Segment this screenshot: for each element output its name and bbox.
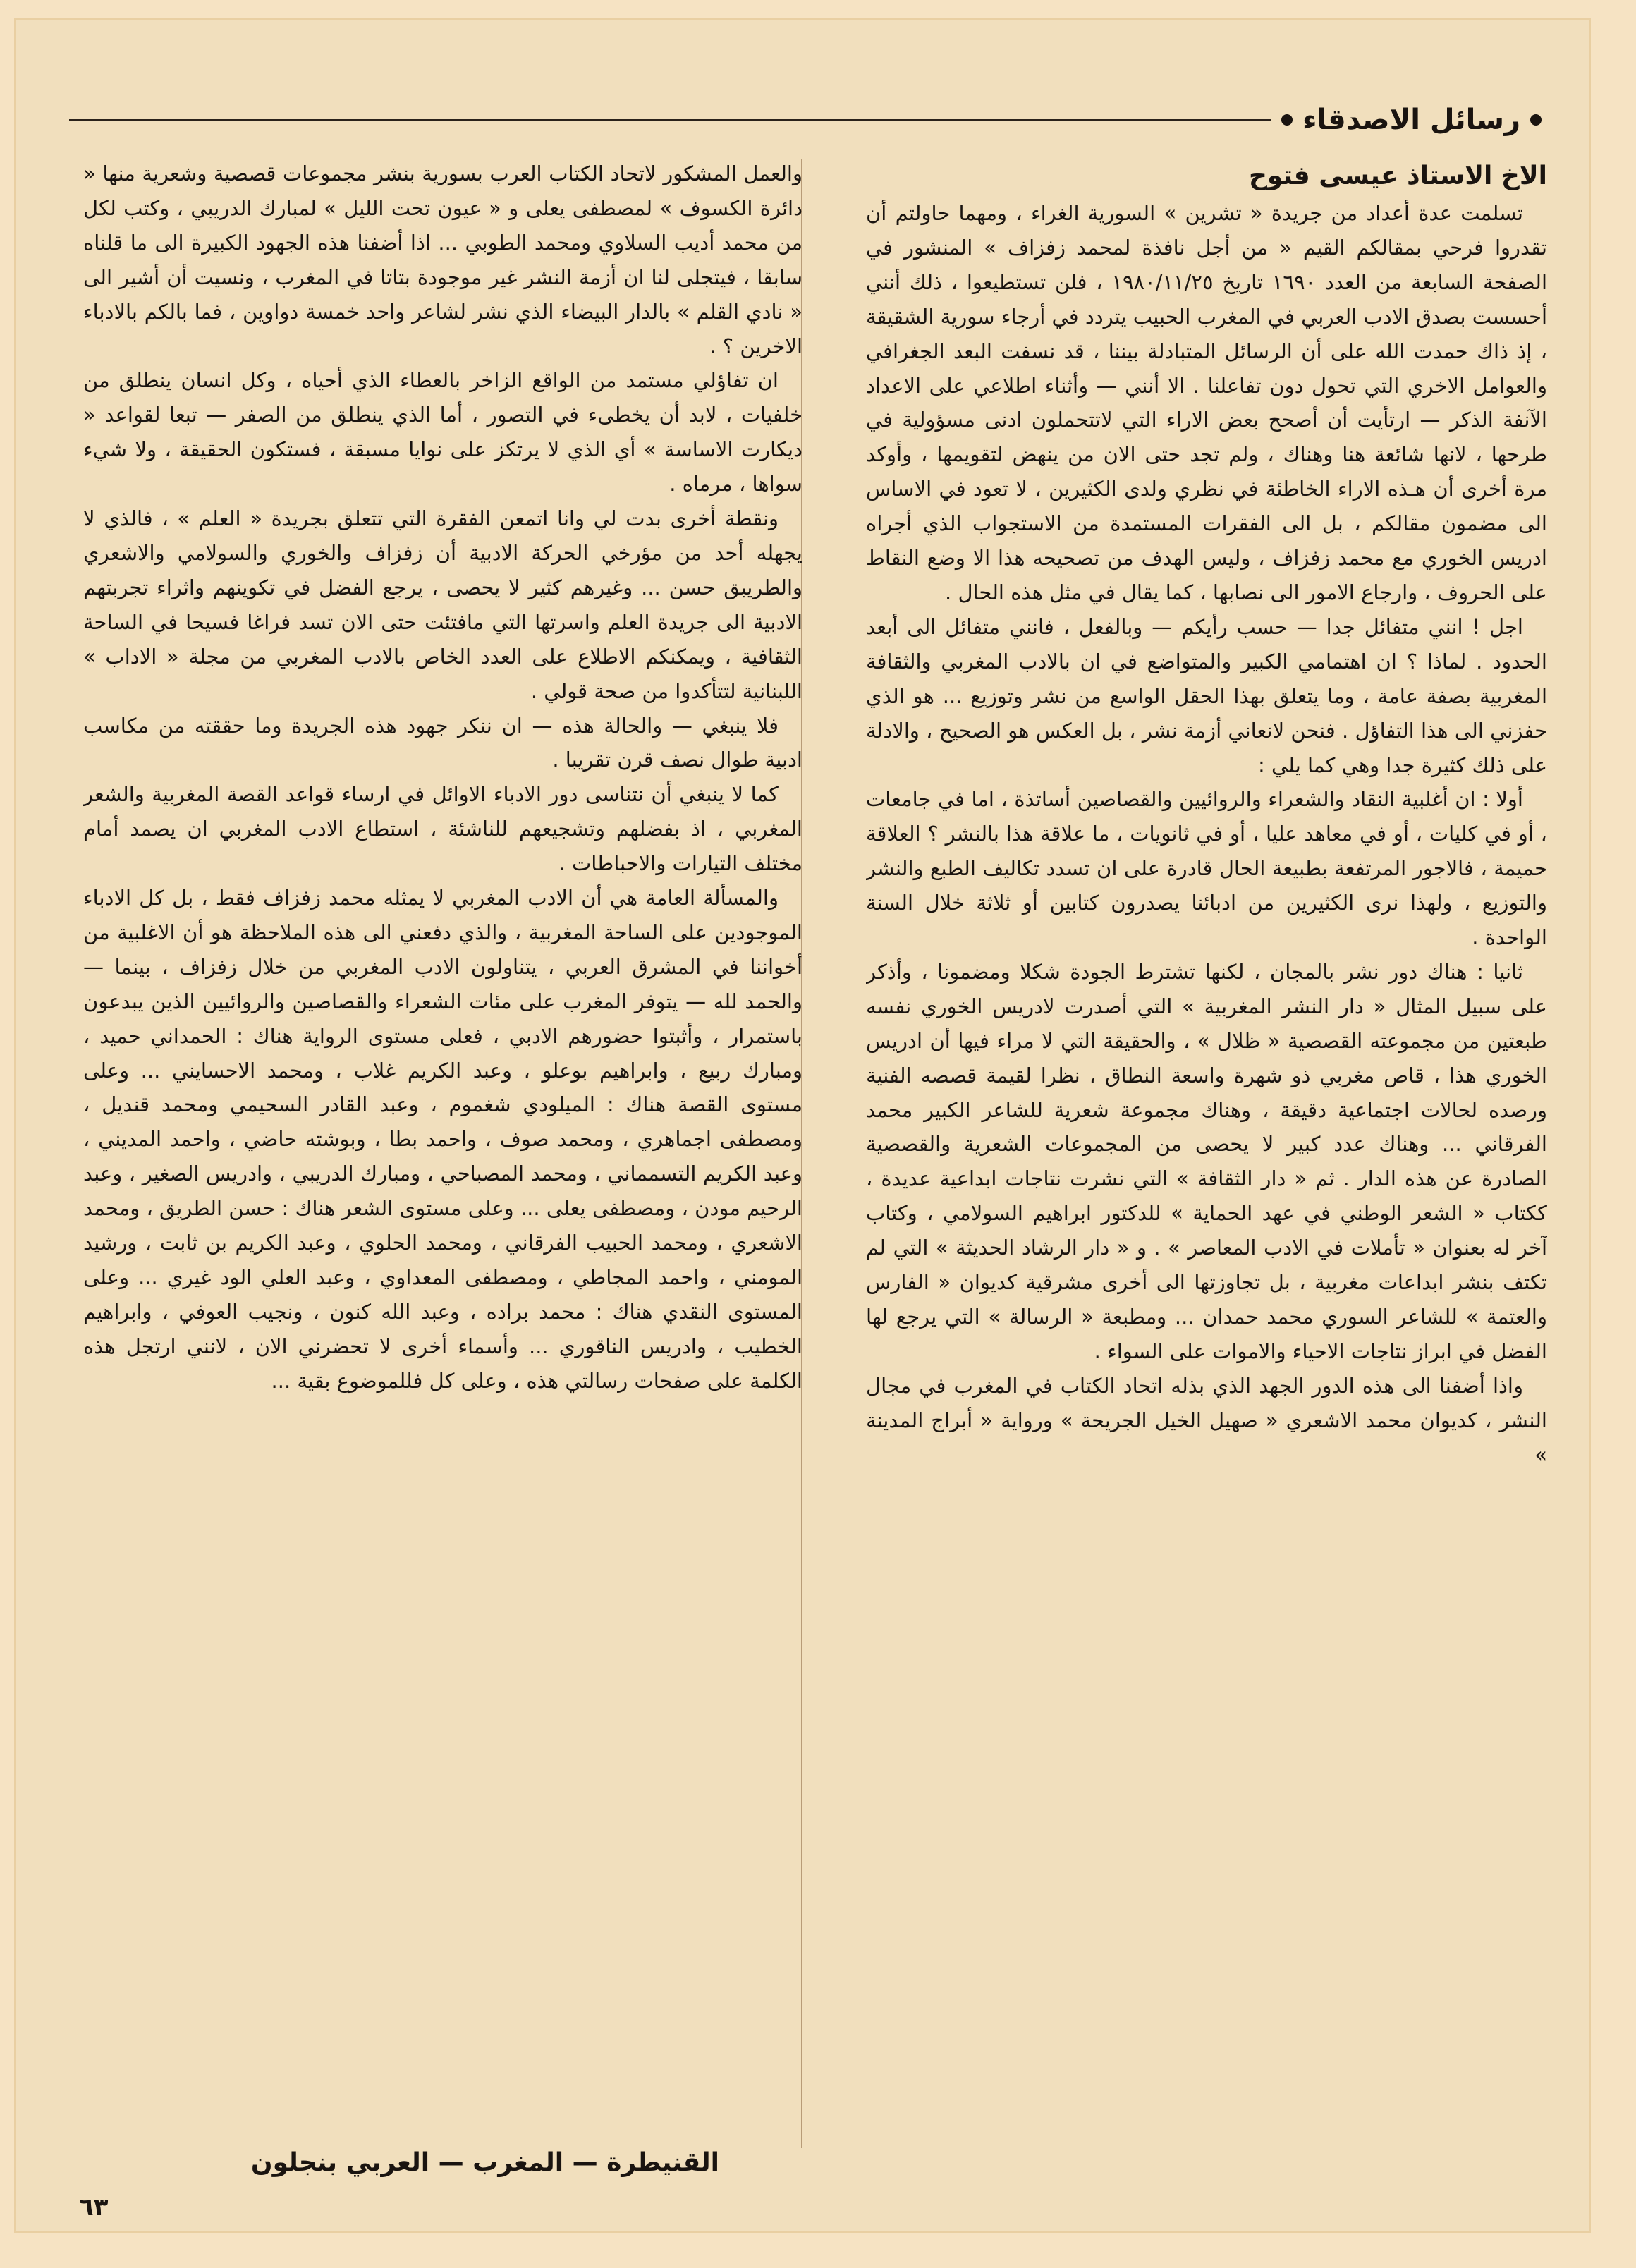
article-title: الاخ الاستاذ عيسى فتوح (1248, 161, 1547, 190)
magazine-page (14, 18, 1591, 2233)
paragraph: ونقطة أخرى بدت لي وانا اتمعن الفقرة التي تتعلق بجريدة « العلم » ، فالذي لا يجهله أحد من مؤرخي الحركة الادبية أن زفزاف والخوري والسولامي والاشعري والطريبق حسن ... وغيرهم كثير لا يحصى ، يرجع الفضل في تكوينهم واثراء تجربتهم الادبية الى جريدة العلم واسرتها التي مافتئت حتى الان تسد فراغا فسيحا في الساحة الثقافية ، ويمكنكم الاطلاع على العدد الخاص بالادب المغربي من مجلة « الاداب » اللبنانية لتتأكدوا من صحة قولي . (83, 506, 802, 703)
paragraph: والعمل المشكور لاتحاد الكتاب العرب بسورية بنشر مجموعات قصصية وشعرية منها « دائرة الكسوف » لمصطفى يعلى و « عيون تحت الليل » لمبارك الدريبي ، وكتب لكل من محمد أديب السلاوي ومحمد الطوبي ... اذا أضفنا هذه الجهود الكبيرة الى ما قلناه سابقا ، فيتجلى لنا ان أزمة النشر غير موجودة بتاتا في المغرب ، ونسيت أن أشير الى « نادي القلم » بالدار البيضاء الذي نشر لشاعر واحد خمسة دواوين ، فما بالكم بالادباء الاخرين ؟ . (83, 161, 802, 358)
paragraph: أولا : ان أغلبية النقاد والشعراء والروائيين والقصاصين أساتذة ، اما في جامعات ، أو في كليات ، أو في معاهد عليا ، أو في ثانويات ، ما علاقة هذا بالنشر ؟ العلاقة حميمة ، فالاجور المرتفعة بطبيعة الحال قادرة على ان تسدد تكاليف الطبع والنشر والتوزيع ، ولهذا نرى الكثيرين من ادبائنا يصدرون كتابين أو ثلاثة خلال السنة الواحدة . (866, 787, 1547, 950)
right-column (866, 157, 1547, 2162)
paragraph: والمسألة العامة هي أن الادب المغربي لا يمثله محمد زفزاف فقط ، بل كل الادباء الموجودين على الساحة المغربية ، والذي دفعني الى هذه الملاحظة هو أن الاغلبية من أخواننا في المشرق العربي ، يتناولون الادب المغربي من خلال زفزاف ، بينما — والحمد لله — يتوفر المغرب على مئات الشعراء والقصاصين والروائيين الذين يبدعون باستمرار ، وأثبتوا حضورهم الادبي ، فعلى مستوى الرواية هناك : الحمداني حميد ، ومبارك ربيع ، وابراهيم بوعلو ، وعبد الكريم غلاب ، ومحمد الاحسايني ... وعلى مستوى القصة هناك : الميلودي شغموم ، وعبد القادر السحيمي ومحمد قنديل ، ومصطفى اجماهري ، ومحمد صوف ، واحمد بطا ، وبوشته حاضي ، واحمد المديني ، وعبد الكريم التسمماني ، ومحمد المصباحي ، ومبارك الدريبي ، وادريس الصغير ، وعبد الرحيم مودن ، ومصطفى يعلى ... وعلى مستوى الشعر هناك : حسن الطريق ، ومحمد الاشعري ، ومحمد الحبيب الفرقاني ، ومحمد الحلوي ، وعبد الكريم بن ثابت ، ورشيد المومني ، واحمد المجاطي ، ومصطفى المعداوي ، وعبد العلي الود غيري ... وعلى المستوى النقدي هناك : محمد براده ، وعبد الله كنون ، ونجيب العوفي ، وابراهيم الخطيب ، وادريس الناقوري ... وأسماء أخرى لا تحضرني الان ، لانني ارتجل هذه الكلمة على صفحات رسالتي هذه ، وعلى كل فللموضوع بقية ... (83, 886, 802, 1393)
paragraph: اجل ! انني متفائل جدا — حسب رأيكم — وبالفعل ، فانني متفائل الى أبعد الحدود . لماذا ؟ ان اهتمامي الكبير والمتواضع في ان بالادب المغربي والثقافة المغربية بصفة عامة ، وما يتعلق بهذا الحقل الواسع من نشر وتوزيع ... هو الذي حفزني الى هذا التفاؤل . فنحن لانعاني أزمة نشر ، بل العكس هو الصحيح ، والادلة على ذلك كثيرة جدا وهي كما يلي : (866, 614, 1547, 777)
bullet-icon (1530, 114, 1542, 126)
paragraph: فلا ينبغي — والحالة هذه — ان ننكر جهود هذه الجريدة وما حققته من مكاسب ادبية طوال نصف قرن تقريبا . (83, 713, 802, 772)
section-header (69, 97, 1551, 142)
paragraph: تسلمت عدة أعداد من جريدة « تشرين » السورية الغراء ، ومهما حاولتم أن تقدروا فرحي بمقالكم القيم « من أجل نافذة لمحمد زفزاف » المنشور في الصفحة السابعة من العدد ١٦٩٠ تاريخ ١٩٨٠/١١/٢٥ ، فلن تستطيعوا ، ذلك أنني أحسست بصدق الادب العربي في المغرب الحبيب يتردد في أرجاء سورية الشقيقة ، إذ ذاك حمدت الله على أن الرسائل المتبادلة بيننا ، قد نسفت البعد الجغرافي والعوامل الاخري التي تحول دون تفاعلنا . الا أنني — وأثناء اطلاعي على الاعداد الآنفة الذكر — ارتأيت أن أصحح بعض الاراء التي لاتتحملون ادنى مسؤولية في طرحها ، لانها شائعة هنا وهناك ، ولم تجد حتى الان من ينهض لتقويمها ، وأوكد مرة أخرى أن هـذه الاراء الخاطئة في نظري ولدى الكثيرين ، لا تعود في الاساس الى مضمون مقالكم ، بل الى الفقرات المستمدة من الاستجواب الذي أجراه ادريس الخوري مع محمد زفزاف ، وليس الهدف من تصحيحه هذا الا وضع النقاط على الحروف ، وارجاع الامور الى نصابها ، كما يقال في مثل هذه الحال . (866, 201, 1547, 604)
bullet-icon (1281, 114, 1293, 126)
header-rule (69, 119, 1271, 121)
paragraph: واذا أضفنا الى هذه الدور الجهد الذي بذله اتحاد الكتاب في المغرب في مجال النشر ، كديوان محمد الاشعري « صهيل الخيل الجريحة » ورواية « أبراج المدينة » (866, 1373, 1547, 1467)
paragraph: ان تفاؤلي مستمد من الواقع الزاخر بالعطاء الذي أحياه ، وكل انسان ينطلق من خلفيات ، لابد أن يخطىء في التصور ، أما الذي ينطلق من الصفر — تبعا لقواعد « ديكارت الاساسة » أي الذي لا يرتكز على نوايا مسبقة ، فستكون الحقيقة ، ولا شيء سواها ، مرماه . (83, 368, 802, 496)
left-column (83, 157, 802, 2162)
section-title: رسائل الاصدقاء (1302, 104, 1520, 136)
paragraph: كما لا ينبغي أن نتناسى دور الادباء الاوائل في ارساء قواعد القصة المغربية والشعر المغربي ، اذ بفضلهم وتشجيعهم للناشئة ، استطاع الادب المغربي ان يصمد أمام مختلف التيارات والاحباطات . (83, 782, 802, 876)
page-number: ٦٣ (79, 2193, 109, 2221)
author-signature: القنيطرة — المغرب — العربي بنجلون (250, 2148, 719, 2177)
paragraph: ثانيا : هناك دور نشر بالمجان ، لكنها تشترط الجودة شكلا ومضمونا ، وأذكر على سبيل المثال « دار النشر المغربية » التي أصدرت لادريس الخوري نفسه طبعتين من مجموعته القصصية « ظلال » ، والحقيقة التي لا مراء فيها أن ادريس الخوري هذا ، قاص مغربي ذو شهرة واسعة النطاق ، نظرا لقيمة قصصه الفنية ورصده لحالات اجتماعية دقيقة ، وهناك مجموعة شعرية للشاعر الكبير محمد الفرقاني ... وهناك عدد كبير لا يحصى من المجموعات الشعرية والقصصية الصادرة عن هذه الدار . ثم « دار الثقافة » التي نشرت نتاجات ابداعية عديدة ، ككتاب « الشعر الوطني في عهد الحماية » للدكتور ابراهيم السولامي ، وكتاب آخر له بعنوان « تأملات في الادب المعاصر » . و « دار الرشاد الحديثة » التي لم تكتف بنشر ابداعات مغربية ، بل تجاوزتها الى أخرى مشرقية كديوان « الفارس والعتمة » للشاعر السوري محمد حمدان ... ومطبعة « الرسالة » التي يرجع لها الفضل في ابراز نتاجات الاحياء والاموات على السواء . (866, 959, 1547, 1363)
